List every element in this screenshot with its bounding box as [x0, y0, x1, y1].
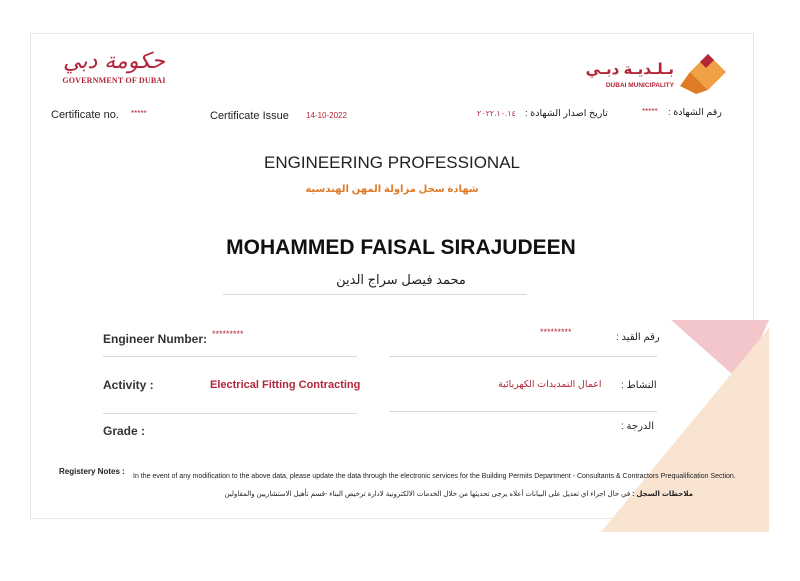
gov-logo-arabic: حكومة دبي: [63, 49, 165, 74]
activity-label: Activity :: [103, 378, 154, 392]
certificate-issue-label-ar: تاريخ اصدار الشهادة :: [525, 108, 608, 119]
certificate-no-label: Certificate no.: [51, 109, 119, 121]
registry-notes-label: Registery Notes :: [59, 467, 125, 476]
certificate-title-ar: شهادة سجل مزاولة المهن الهندسية: [305, 184, 479, 195]
dubai-municipality-logo: [585, 54, 726, 94]
activity-divider-right: [389, 411, 657, 412]
holder-name: MOHAMMED FAISAL SIRAJUDEEN: [226, 236, 576, 259]
activity-divider-left: [103, 413, 357, 414]
certificate-issue-label: Certificate Issue: [210, 110, 289, 122]
certificate-issue-value-ar: ٢٠٢٢.١٠.١٤: [477, 109, 516, 118]
grade-label-ar: الدرجة :: [621, 421, 655, 432]
certificate-issue-value: 14-10-2022: [306, 111, 347, 120]
registry-notes-arabic-label: ملاحظات السجل :: [632, 491, 693, 498]
engineer-number-divider-left: [103, 356, 357, 357]
activity-value-ar: اعمال التمديدات الكهربائية: [498, 379, 602, 390]
engineer-number-value-ar: *********: [540, 327, 572, 337]
certificate-no-value: *****: [131, 109, 147, 118]
gov-logo-english: GOVERNMENT OF DUBAI: [62, 76, 166, 85]
certificate-no-value-ar: *****: [642, 107, 658, 116]
registry-notes-arabic-text: في حال اجراء اي تعديل على البيانات أعلاه يرجى تحديثها من خلال الخدمات الالكترونية لادارة ترخيص البناء -قسم تأهيل الاستشاريين والمقاولين: [224, 491, 631, 498]
dm-logo-english: DUBAI MUNICIPALITY: [605, 82, 674, 89]
engineer-number-label: Engineer Number:: [103, 332, 208, 346]
government-of-dubai-logo: [59, 50, 169, 85]
certificate-title: ENGINEERING PROFESSIONAL: [264, 153, 520, 172]
activity-label-ar: النشاط :: [621, 380, 657, 391]
activity-value: Electrical Fitting Contracting: [210, 379, 361, 391]
holder-name-ar: محمد فيصل سراج الدين: [336, 272, 466, 287]
certificate-card: [30, 33, 754, 519]
engineer-number-divider-right: [389, 356, 657, 357]
registry-notes-english: In the event of any modification to the above data, please update the data through the electronic services for the Building Permits Department - Consultants & Contractors Prequalification Section.: [133, 473, 736, 480]
dm-logo-arabic: بـلـديـة دبـي: [585, 61, 674, 78]
engineer-number-value: *********: [212, 329, 244, 339]
registry-notes-arabic: [131, 490, 693, 498]
holder-name-divider: [223, 294, 527, 295]
grade-label: Grade :: [103, 424, 146, 438]
engineer-number-label-ar: رقم القيد :: [616, 332, 660, 343]
dm-logo-mark-icon: [676, 54, 726, 94]
certificate-no-label-ar: رقم الشهادة :: [668, 107, 722, 118]
